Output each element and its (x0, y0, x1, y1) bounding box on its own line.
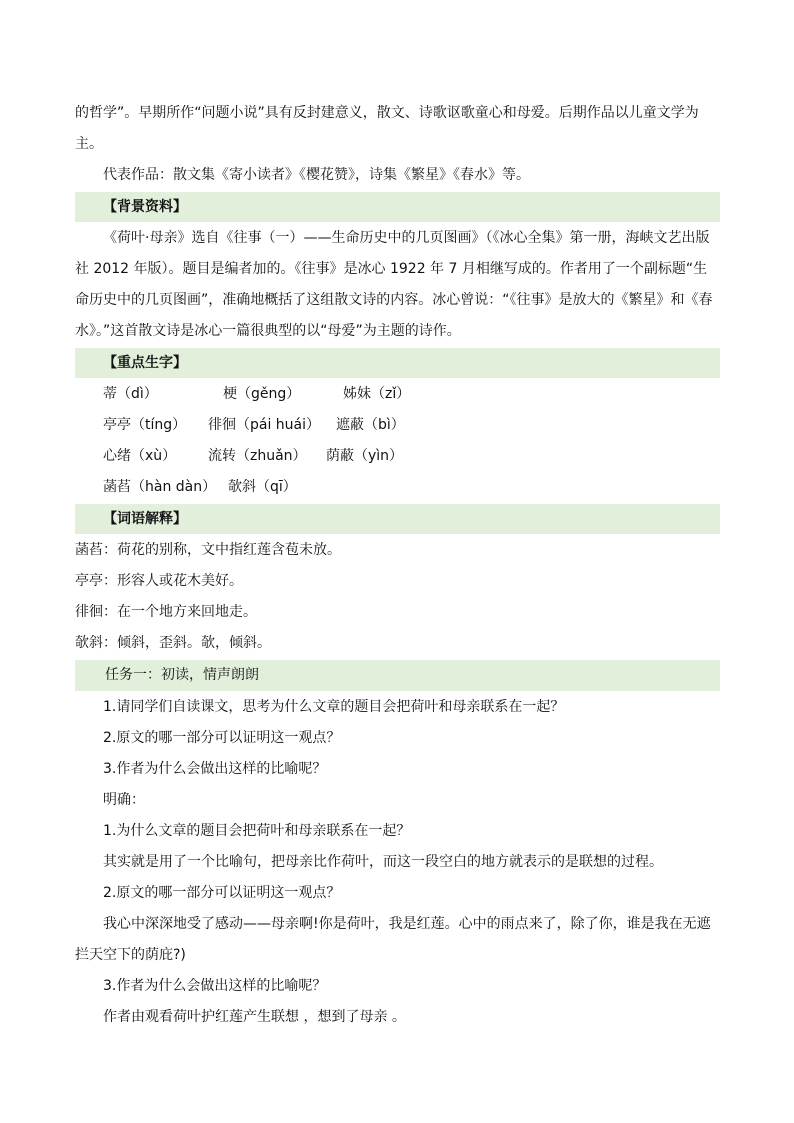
vocab-item: 菡萏：荷花的别称，文中指红莲含苞未放。 (75, 542, 341, 558)
document-content (75, 98, 720, 1033)
intro-line-1: 的哲学”。早期所作“问题小说”具有反封建意义，散文、诗歌讴歌童心和母爱。后期作品以儿童文学为 (75, 105, 699, 121)
characters-header: 【重点生字】 (75, 348, 720, 378)
task1-question: 3.作者为什么会做出这样的比喻呢？ (103, 761, 327, 777)
answer-question: 1.为什么文章的题目会把荷叶和母亲联系在一起？ (103, 823, 411, 839)
character-item: 亭亭（tíng） (103, 417, 187, 433)
character-item: 徘徊（pái huái） (208, 417, 321, 433)
characters-row (75, 472, 720, 503)
character-item: 梗（gěng） (223, 386, 301, 402)
character-item: 流转（zhuǎn） (208, 448, 307, 464)
answer-text: 作者由观看荷叶护红莲产生联想 ，想到了母亲 。 (103, 1009, 406, 1025)
character-item: 蒂（dì） (103, 386, 158, 402)
background-header: 【背景资料】 (75, 192, 720, 222)
character-item: 心绪（xù） (103, 448, 177, 464)
background-text: 《荷叶·母亲》选自《往事（一）——生命历史中的几页图画》（《冰心全集》第一册，海峡文艺出版社 2012 年版）。题目是编者加的。《往事》是冰心 1922 年 7 月相继写成的。作者用了一个副标题“生命历史中的几页图画”，准确地概括了这组散文诗的内容。冰心曾说：“《往事》是放大的《繁星》和《春水》。”这首散文诗是冰心一篇很典型的以“母爱”为主题的诗作。 (75, 230, 713, 339)
clarify-label: 明确： (103, 792, 145, 808)
character-item: 欹斜（qī） (228, 479, 297, 495)
answer-question: 2.原文的哪一部分可以证明这一观点？ (103, 885, 341, 901)
character-item: 菡萏（hàn dàn） (103, 479, 217, 495)
characters-row (75, 379, 720, 410)
answer-text: 我心中深深地受了感动——母亲啊!你是荷叶，我是红莲。心中的雨点来了，除了你，谁是我在无遮拦天空下的荫庇?) (75, 916, 711, 963)
vocab-item: 徘徊：在一个地方来回地走。 (75, 604, 257, 620)
characters-row (75, 441, 720, 472)
answer-question: 3.作者为什么会做出这样的比喻呢？ (103, 978, 327, 994)
vocab-item: 亭亭：形容人或花木美好。 (75, 573, 243, 589)
characters-row (75, 410, 720, 441)
intro-line-2: 主。 (75, 136, 103, 152)
character-item: 遮蔽（bì） (336, 417, 405, 433)
character-item: 姊妹（zǐ） (343, 386, 411, 402)
vocab-item: 欹斜：倾斜，歪斜。欹，倾斜。 (75, 635, 271, 651)
representative-works: 代表作品：散文集《寄小读者》《樱花赞》，诗集《繁星》《春水》等。 (103, 167, 530, 183)
character-item: 荫蔽（yìn） (326, 448, 404, 464)
answer-text: 其实就是用了一个比喻句，把母亲比作荷叶，而这一段空白的地方就表示的是联想的过程。 (103, 854, 663, 870)
task1-question: 2.原文的哪一部分可以证明这一观点？ (103, 730, 341, 746)
task1-header: 任务一：初读，情声朗朗 (75, 660, 720, 691)
task1-question: 1.请同学们自读课文，思考为什么文章的题目会把荷叶和母亲联系在一起？ (103, 699, 565, 715)
vocab-header: 【词语解释】 (75, 504, 720, 534)
